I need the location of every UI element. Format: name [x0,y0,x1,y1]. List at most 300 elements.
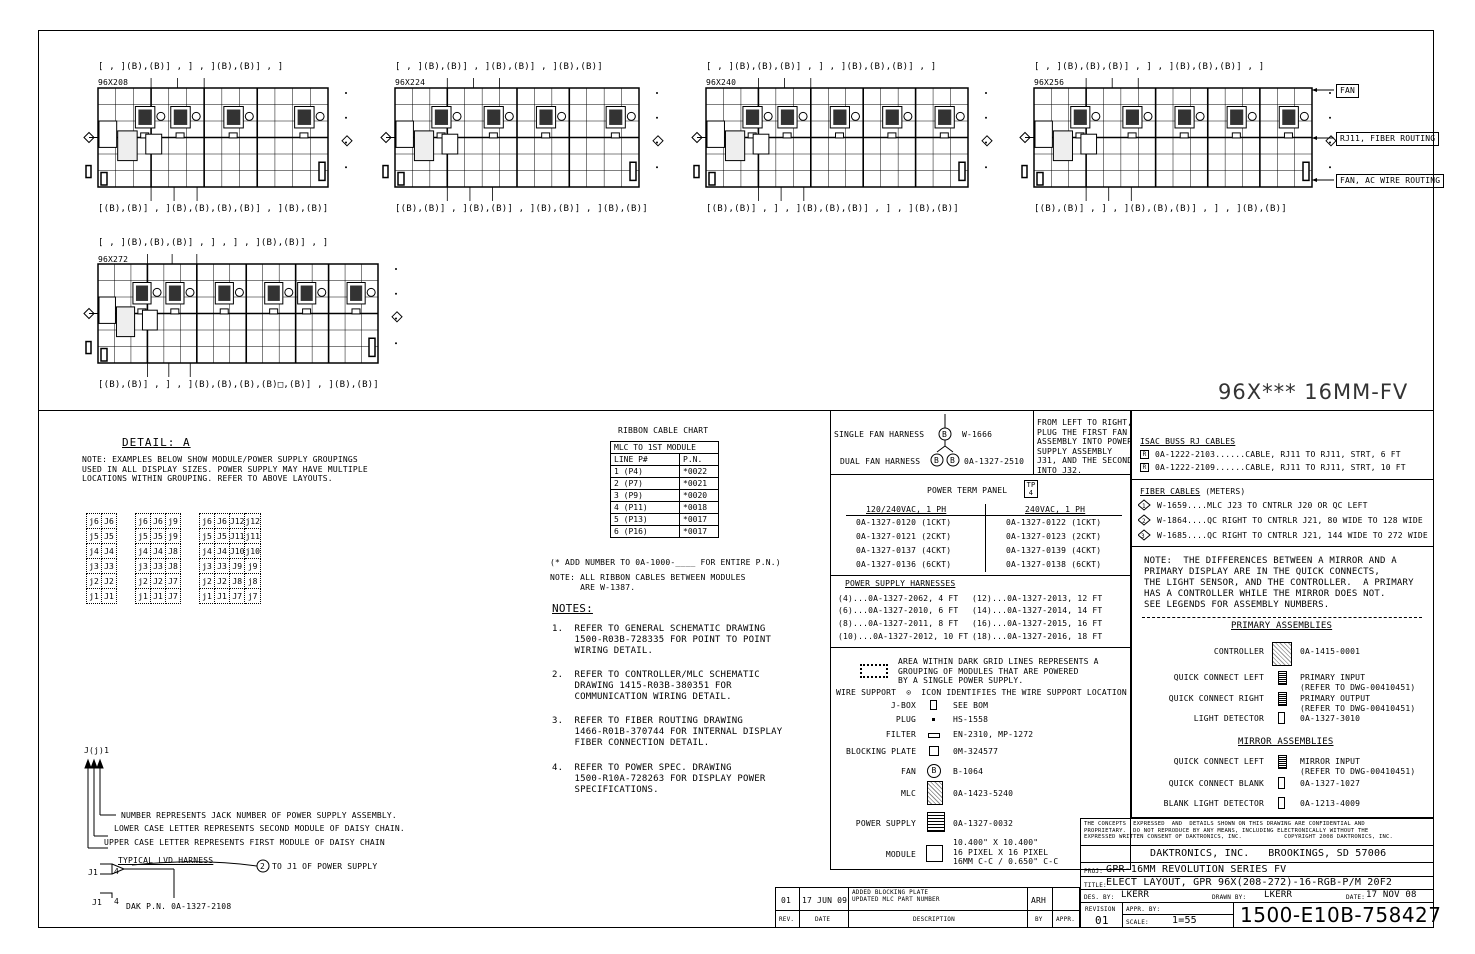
wire-support-dot [985,166,987,168]
single-fan-pn: W-1666 [962,430,993,439]
layout-bottom-connectors: [(B),(B)] , ] , ](B),(B),(B)] , ] , ](B),(B)] [706,204,959,214]
lvd-n2: 2 [260,862,266,871]
legend-label: FAN [900,767,916,776]
blocking-plate-icon [929,746,939,756]
revision-number: 01 [1095,914,1109,927]
jack-cell: j4 [200,544,215,559]
wire-support-dot [1329,92,1331,94]
jack-cell: j8 [245,574,260,589]
filter-icon [542,133,550,138]
primary-value: 0A-1415-0001 [1300,647,1361,656]
jack-cell: J5 [215,529,230,544]
layout-label: 96X208 [98,78,129,87]
jack-legend-l1: NUMBER REPRESENTS JACK NUMBER OF POWER SUPPLY ASSEMBLY. [121,811,397,820]
fan-icon: B [927,764,941,778]
wire-support-dot [345,117,347,119]
fan-icon [153,288,161,296]
filter-icon [1232,133,1240,138]
mirror-value: 0A-1213-4009 [1300,799,1361,808]
grid-row [136,574,181,589]
svg-text:1: 1 [1142,503,1146,510]
mlc-icon [396,121,413,147]
fan-icon [851,112,859,120]
power-term-icon [142,310,157,330]
ps-harness-item: (4)...0A-1327-2062, 4 FT [838,594,959,603]
filter-icon [928,733,940,738]
quick-connect-left-icon [101,173,107,186]
detail-title: DETAIL: A [122,436,191,449]
layout-top-connectors: [ , ](B),(B),(B)] , ] , ](B),(B),(B)] , ] [706,62,937,72]
filter-icon [171,309,179,314]
jack-cell: j5 [136,529,151,544]
filter-icon [888,133,896,138]
layout-label: 96X256 [1034,78,1065,87]
svg-text:2: 2 [1142,518,1146,525]
power-supply-fill [609,110,622,125]
power-supply-fill [487,110,500,125]
drawing-title: ELECT LAYOUT, GPR 96X(208-272)-16-RGB-P/M 20F2 [1106,877,1393,888]
power-supply-fill [136,286,148,301]
legend-label: FILTER [885,730,916,739]
fan-icon [245,112,253,120]
fan-icon [1300,112,1308,120]
appr-label: APPR. BY: [1126,906,1161,913]
grid-row [87,544,117,559]
grid-row [200,589,261,604]
filter-icon [1284,133,1292,138]
quick-connect-left-icon [398,173,404,186]
grid-row [200,559,261,574]
fan-icon [316,112,324,120]
legend-value: 0M-324577 [953,747,999,756]
mirror-label: QUICK CONNECT BLANK [1168,779,1264,788]
primary-label: LIGHT DETECTOR [1193,714,1264,723]
layout-label: 96X224 [395,78,426,87]
power-term-icon [146,134,162,154]
quick-connect-left-icon [1278,671,1287,685]
isac-title: ISAC BUSS RJ CABLES [1140,437,1236,446]
jack-cell: J7 [166,589,181,604]
jack-cell: J2 [151,574,166,589]
filter-icon [270,309,278,314]
jack-cell: J1 [215,589,230,604]
mlc-icon [1035,121,1052,147]
wire-support-dot [1329,142,1331,144]
revision-h-appr: APPR. [1056,916,1076,923]
table-row: 2 (P7) *0021 [611,478,719,490]
jack-cell: J1 [151,589,166,604]
primary-value: 0A-1327-3010 [1300,714,1361,723]
revision-desc: ADDED BLOCKING PLATE UPDATED MLC PART NUMBER [852,889,940,903]
single-fan-label: SINGLE FAN HARNESS [834,430,925,439]
wire-support-dot [656,92,658,94]
revision-h-date: DATE [815,916,831,923]
ribbon-subtitle: MLC TO 1ST MODULE [611,442,719,454]
svg-text:B: B [934,456,939,465]
power-supply-fill [218,286,230,301]
legend-label: J-BOX [890,701,916,710]
filter-icon [303,309,311,314]
power-supply-fill [227,110,240,125]
ribbon-header-line: LINE P# [611,454,680,466]
ps-harness-item: (8)...0A-1327-2011, 8 FT [838,619,959,628]
jack-cell: j6 [136,514,151,529]
jack-cell: J3 [151,559,166,574]
jack-cell: j6 [200,514,215,529]
power-term-h1: 120/240VAC, 1 PH [866,505,947,514]
power-supply-fill [174,110,187,125]
power-term-icon [753,134,769,154]
legend-value: 10.400" X 10.400" 16 PIXEL X 16 PIXEL 16MM C-C / 0.650" C-C [953,838,1059,866]
detail-grid-a [86,513,117,604]
mlc-icon [707,121,724,147]
note-item: 3. REFER TO FIBER ROUTING DRAWING 1466-R01B-370744 FOR INTERNAL DISPLAY FIBER CONNECTION DETAIL. [552,716,783,748]
fan-icon [505,112,513,120]
jack-cell: J11 [230,529,245,544]
jack-cell: J6 [215,514,230,529]
fan-icon [956,112,964,120]
lvd-pn: DAK P.N. 0A-1327-2108 [126,902,232,911]
fan-icon [186,288,194,296]
jack-cell: J9 [230,559,245,574]
power-supply-fill [350,286,362,301]
jack-cell: j11 [245,529,260,544]
power-supply-fill [169,286,181,301]
note-item: 2. REFER TO CONTROLLER/MLC SCHEMATIC DRAWING 1415-R03B-380351 FOR COMMUNICATION WIRING DETAIL. [552,670,760,702]
legend-label: MODULE [885,850,916,859]
legend-value: B-1064 [953,767,984,776]
primary-value: PRIMARY OUTPUT (REFER TO DWG-00410451) [1300,694,1416,713]
controller-icon [1272,642,1292,666]
mirror-title: MIRROR ASSEMBLIES [1238,737,1334,747]
layout-label: 96X272 [98,255,129,264]
wire-support-dot [1329,117,1331,119]
grid-row [200,529,261,544]
grid-row [200,514,261,529]
fiber-diamond [1326,136,1336,146]
des-label: DES. BY: [1084,894,1115,901]
layout-section-title: 96X*** 16MM-FV [1218,380,1409,404]
jack-cell: J10 [230,544,245,559]
grid-row [136,529,181,544]
power-term-c2: 0A-1327-0122 (1CKT) [1006,518,1102,527]
ps-harness-item: (18)...0A-1327-2016, 18 FT [972,632,1103,641]
legend-value: HS-1558 [953,715,989,724]
ribbon-header-pn: P.N. [680,454,719,466]
fan-icon [799,112,807,120]
fiber-row: W-1659....MLC J23 TO CNTRLR J20 OR QC LEFT [1157,501,1368,510]
power-supply-fill [746,110,759,125]
light-detector-icon [86,342,91,354]
mirror-note: NOTE: THE DIFFERENCES BETWEEN A MIRROR AND A PRIMARY DISPLAY ARE IN THE QUICK CONNECTS, THE LIGHT SENSOR, AND THE CONTROLLER. A PRIMARY HAS A CONTROLLER WHILE THE MIRROR DOES NOT. SEE LEGENDS FOR ASSEMBLY NUMBERS. [1144,556,1414,610]
jbox-icon [930,700,937,710]
primary-label: QUICK CONNECT LEFT [1173,673,1264,682]
ps-harness-item: (16)...0A-1327-2015, 16 FT [972,619,1103,628]
wire-support-dot [656,142,658,144]
date-label: DATE: [1346,894,1366,901]
fan-icon [1196,112,1204,120]
dual-fan-pn: 0A-1327-2510 [964,457,1025,466]
revision-h-desc: DESCRIPTION [913,916,955,923]
legend-label: MLC [900,789,916,798]
controller-icon [725,131,744,161]
drawing-number: 1500-E10B-758427 [1240,903,1442,927]
filter-icon [1180,133,1188,138]
lvd-j1-bottom: J1 [92,898,103,907]
filter-icon [220,309,228,314]
blank-light-detector-icon [1278,797,1285,809]
confidential-notice: THE CONCEPTS EXPRESSED AND DETAILS SHOWN ON THIS DRAWING ARE CONFIDENTIAL AND PROPRIETARY. DO NOT REPRODUCE BY ANY MEANS, INCLUDING ELECTRONICALLY WITHOUT THE EXPRESSED WRITTEN CONSENT OF DAKTRONICS, INC. COPYRIGHT 2008 DAKTRONICS, INC. [1084,821,1393,840]
primary-title: PRIMARY ASSEMBLIES [1231,621,1333,631]
grid-row [136,589,181,604]
power-term-c2: 0A-1327-0138 (6CKT) [1006,560,1102,569]
mirror-label: QUICK CONNECT LEFT [1173,757,1264,766]
quick-connect-right-icon [1303,162,1309,180]
jack-legend-l2: LOWER CASE LETTER REPRESENTS SECOND MODULE OF DAISY CHAIN. [114,824,405,833]
ps-harness-item: (12)...0A-1327-2013, 12 FT [972,594,1103,603]
wire-support-dot [656,117,658,119]
power-term-c2: 0A-1327-0123 (2CKT) [1006,532,1102,541]
wire-support-text: WIRE SUPPORT ⊙ ICON IDENTIFIES THE WIRE SUPPORT LOCATION [836,688,1127,697]
jack-cell: J1 [102,589,117,604]
jack-cell: j5 [87,529,102,544]
power-supply-fill [1126,110,1139,125]
filter-icon [229,133,237,138]
jack-cell: J6 [102,514,117,529]
power-term-title: POWER TERM PANEL [927,486,1008,495]
quick-connect-right-icon [630,162,636,180]
layout-label: 96X240 [706,78,737,87]
jack-cell: j9 [245,559,260,574]
revision-label: REVISION [1085,906,1116,913]
controller-icon [414,131,433,161]
project-name: GPR-16MM REVOLUTION SERIES FV [1106,864,1287,875]
revision-rev: 01 [781,896,792,905]
fan-icon [627,112,635,120]
jack-cell: j1 [200,589,215,604]
quick-connect-right-icon [369,338,375,356]
fiber-diamond [342,136,352,146]
isac-row: 0A-1222-2109......CABLE, RJ11 TO RJ11, STRT, 10 FT [1155,463,1406,472]
ribbon-table [610,441,719,538]
jack-cell: j9 [166,514,181,529]
wire-support-dot [395,342,397,344]
fiber-diamond [392,312,402,322]
jack-cell: j3 [87,559,102,574]
jack-code: J(j)1 [84,746,110,755]
layout-top-connectors: [ , ](B),(B)] , ] , ](B),(B)] , ] [98,62,284,72]
fiber-title: FIBER CABLES (METERS) [1140,487,1246,496]
drawer: LKERR [1264,890,1293,900]
legend-value: SEE BOM [953,701,989,710]
power-supply-fill [1230,110,1243,125]
fan-icon [764,112,772,120]
fan-ac-callout: FAN, AC WIRE ROUTING [1336,174,1444,188]
power-supply-fill [886,110,899,125]
fan-icon [318,288,326,296]
jack-cell: j4 [87,544,102,559]
layout-bottom-connectors: [(B),(B)] , ] , ](B),(B),(B)] , ] , ](B),(B)] [1034,204,1287,214]
controller-icon [1053,131,1072,161]
jack-cell: J3 [102,559,117,574]
grid-row [136,514,181,529]
lvd-title: TYPICAL LVD HARNESS [118,856,214,865]
jack-cell: j7 [245,589,260,604]
light-detector-icon [1278,712,1285,724]
wire-support-dot [985,142,987,144]
legend-value: EN-2310, MP-1272 [953,730,1034,739]
grid-row [200,544,261,559]
svg-text:B: B [950,456,955,465]
fan-icon [367,288,375,296]
grid-row [136,544,181,559]
ps-harness-title: POWER SUPPLY HARNESSES [845,579,956,588]
wire-support-dot [345,166,347,168]
revision-by: ARH [1031,896,1047,905]
wire-support-dot [656,166,658,168]
notes-title: NOTES: [552,602,593,615]
filter-icon [783,133,791,138]
layout-top-connectors: [ , ](B),(B),(B)] , ] , ] , ](B),(B)] , ] [98,238,329,248]
power-term-h2: 240VAC, 1 PH [1025,505,1086,514]
mlc-icon [99,297,115,323]
jack-cell: J4 [102,544,117,559]
legend-label: PLUG [895,715,916,724]
filter-icon [836,133,844,138]
wire-support-dot [1329,166,1331,168]
fan-icon [928,440,964,472]
power-supply-fill [1178,110,1191,125]
fan-icon [1248,112,1256,120]
jack-cell: j2 [136,574,151,589]
legend-value: 0A-1423-5240 [953,789,1014,798]
fan-icon [157,112,165,120]
grid-row [136,559,181,574]
proj-label: PROJ: [1084,868,1104,875]
wire-support-dot [985,117,987,119]
quick-connect-left-icon [1037,173,1043,186]
layout-bottom-connectors: [(B),(B)] , ](B),(B)] , ](B),(B)] , ](B),(B)] [395,204,648,214]
jack-cell: j12 [245,514,260,529]
power-supply-fill [938,110,951,125]
power-term-icon [442,134,458,154]
quick-connect-blank-icon [1278,777,1285,789]
power-supply-fill [539,110,552,125]
controller-icon [118,131,137,161]
jack-cell: j9 [166,529,181,544]
revision-h-by: BY [1035,916,1043,923]
wire-support-dot [345,142,347,144]
jack-cell: J4 [215,544,230,559]
filter-icon [176,133,184,138]
lvd-n4-bottom: 4 [114,897,120,906]
quick-connect-left-icon [1278,755,1287,769]
fiber-diamond [653,136,663,146]
grid-row [87,514,117,529]
grid-row [87,529,117,544]
layout-bottom-connectors: [(B),(B)] , ] , ](B),(B),(B),(B)□,(B)] , ](B),(B)] [98,380,379,390]
fiber-row: W-1685....QC RIGHT TO CNTRLR J21, 144 WIDE TO 272 WIDE [1157,531,1428,540]
mirror-label: BLANK LIGHT DETECTOR [1163,799,1264,808]
quick-connect-right-icon [1278,692,1287,706]
primary-label: CONTROLLER [1213,647,1264,656]
mlc-icon [99,121,117,147]
power-term-icon: TP 4 [1024,480,1038,498]
jack-cell: J3 [215,559,230,574]
jack-cell: j1 [136,589,151,604]
wire-support-dot [395,268,397,270]
power-supply-fill [138,110,151,125]
plug-icon [932,718,935,721]
power-supply-fill [301,286,313,301]
light-detector-icon [383,166,388,178]
svg-text:B: B [942,430,947,439]
table-row: 5 (P13) *0017 [611,514,719,526]
svg-text:3: 3 [1141,533,1145,540]
power-supply-fill [833,110,846,125]
note-item: 4. REFER TO POWER SPEC. DRAWING 1500-R10A-728263 FOR DISPLAY POWER SPECIFICATIONS. [552,763,766,795]
grid-row [87,589,117,604]
wire-support-dot [985,92,987,94]
drawn-label: DRAWN BY: [1212,894,1247,901]
scale-label: SCALE: [1126,919,1149,926]
grid-row [87,574,117,589]
fan-harness-note: FROM LEFT TO RIGHT, PLUG THE FIRST FAN ASSEMBLY INTO POWER SUPPLY ASSEMBLY J31, AND THE SECOND INTO J32. [1037,418,1133,475]
scale-value: 1=55 [1172,915,1197,926]
fan-icon [1092,112,1100,120]
table-row: 1 (P4) *0022 [611,466,719,478]
dual-fan-label: DUAL FAN HARNESS [840,457,921,466]
detail-grid-c [199,513,261,604]
quick-connect-right-icon [319,162,325,180]
note-item: 1. REFER TO GENERAL SCHEMATIC DRAWING 1500-R03B-728335 FOR POINT TO POINT WIRING DETAIL. [552,624,772,656]
legend-value: 0A-1327-0032 [953,819,1014,828]
fan-icon [453,112,461,120]
table-row: 4 (P11) *0018 [611,502,719,514]
controller-icon [116,307,134,337]
company-name: DAKTRONICS, INC. BROOKINGS, SD 57006 [1150,848,1387,859]
quick-connect-left-icon [709,173,715,186]
jack-cell: j1 [87,589,102,604]
rj11-callout: RJ11, FIBER ROUTING [1336,132,1439,146]
jack-cell: J2 [102,574,117,589]
power-supply-fill [435,110,448,125]
lvd-n4-top: 4 [114,867,120,876]
jack-cell: J5 [151,529,166,544]
fan-callout: FAN [1336,84,1359,98]
jack-cell: j6 [87,514,102,529]
module-icon [926,845,943,862]
light-detector-icon [1022,166,1027,178]
jack-cell: j2 [87,574,102,589]
fan-icon [904,112,912,120]
fiber-icons [1138,499,1152,543]
rj-icon: R [1140,450,1149,459]
revision-date: 17 JUN 09 [802,896,848,905]
table-row: 6 (P16) *0017 [611,526,719,538]
ps-harness-item: (6)...0A-1327-2010, 6 FT [838,606,959,615]
jack-cell: J7 [230,589,245,604]
jack-cell: J7 [166,574,181,589]
layout-bottom-connectors: [(B),(B)] , ](B),(B),(B),(B)] , ](B),(B)] [98,204,329,214]
power-supply-icon [927,812,945,832]
power-supply-fill [781,110,794,125]
filter-icon [352,309,360,314]
jack-cell: J8 [230,574,245,589]
jack-cell: j3 [200,559,215,574]
mirror-value: MIRROR INPUT (REFER TO DWG-00410451) [1300,757,1416,776]
lvd-j1-top: J1 [88,868,99,877]
